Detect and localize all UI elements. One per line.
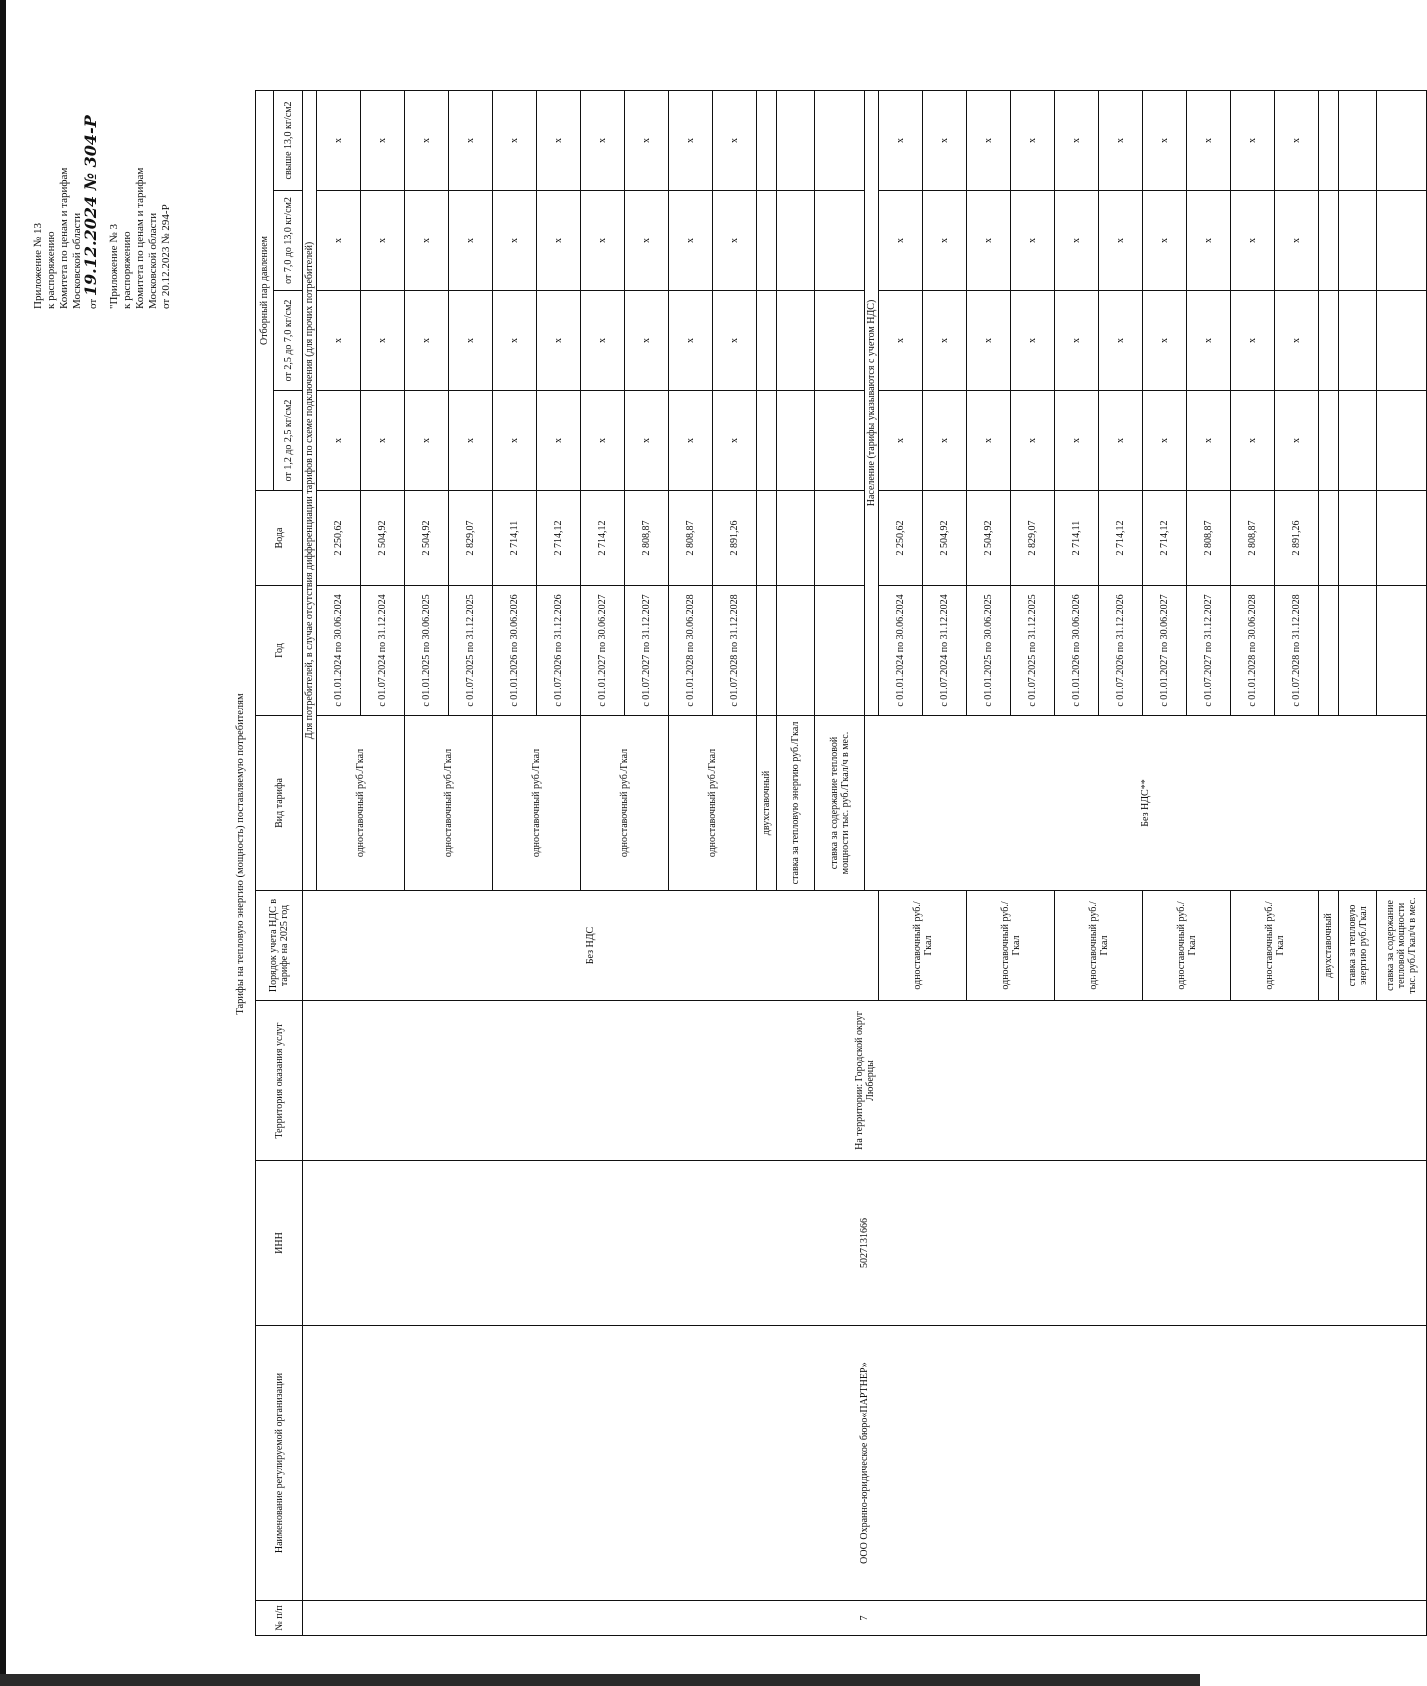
not-applicable-mark: x (1143, 191, 1187, 291)
water-tariff-cell: 2 250,62 (317, 491, 361, 586)
period-cell: с 01.07.2028 по 31.12.2028 (713, 586, 757, 716)
not-applicable-mark: x (581, 291, 625, 391)
empty-cell (757, 391, 777, 491)
org-territory: На территории: Городской округ Люберцы (303, 1001, 1427, 1161)
not-applicable-mark: x (1231, 391, 1275, 491)
empty-cell (1339, 191, 1377, 291)
not-applicable-mark: x (581, 391, 625, 491)
period-cell: с 01.07.2026 по 31.12.2026 (1099, 586, 1143, 716)
scan-left-edge (0, 0, 6, 1686)
not-applicable-mark: x (493, 391, 537, 491)
empty-cell (757, 291, 777, 391)
water-tariff-cell: 2 808,87 (1231, 491, 1275, 586)
not-applicable-mark: x (1187, 291, 1231, 391)
water-tariff-cell: 2 808,87 (669, 491, 713, 586)
water-tariff-cell: 2 891,26 (713, 491, 757, 586)
not-applicable-mark: x (537, 90, 581, 190)
empty-cell (1319, 391, 1339, 491)
not-applicable-mark: x (1231, 90, 1275, 190)
not-applicable-mark: x (493, 90, 537, 190)
not-applicable-mark: x (1011, 291, 1055, 391)
period-cell: с 01.07.2024 по 31.12.2024 (361, 586, 405, 716)
not-applicable-mark: x (669, 391, 713, 491)
col-voda-header: Вода (256, 491, 303, 586)
water-tariff-cell: 2 714,11 (1055, 491, 1099, 586)
water-tariff-cell: 2 714,12 (1143, 491, 1187, 586)
empty-cell (1377, 90, 1427, 190)
not-applicable-mark: x (1275, 90, 1319, 190)
not-applicable-mark: x (1143, 291, 1187, 391)
rotated-sheet (22, 39, 1418, 1664)
tariff-type-one-rate: одноставочный руб./Гкал (581, 716, 669, 891)
empty-cell (815, 391, 865, 491)
not-applicable-mark: x (361, 391, 405, 491)
empty-cell (1319, 291, 1339, 391)
col-vat-header: Порядок учета НДС в тарифе на 2025 год (256, 891, 303, 1001)
col-inn-header: ИНН (256, 1161, 303, 1326)
not-applicable-mark: x (713, 291, 757, 391)
not-applicable-mark: x (405, 291, 449, 391)
not-applicable-mark: x (405, 191, 449, 291)
water-tariff-cell: 2 250,62 (879, 491, 923, 586)
tariff-type-energy-rate: ставка за тепловую энергию руб./Гкал (777, 716, 815, 891)
tariff-type-one-rate: одноставочный руб./Гкал (1231, 891, 1319, 1001)
tariff-type-one-rate: одноставочный руб./Гкал (493, 716, 581, 891)
vat-mode: Без НДС** (865, 716, 1427, 891)
water-tariff-cell: 2 808,87 (625, 491, 669, 586)
not-applicable-mark: x (1011, 90, 1055, 190)
handwritten-date: 19.12.2024 № 304-Р (81, 115, 100, 297)
water-tariff-cell: 2 714,12 (581, 491, 625, 586)
not-applicable-mark: x (967, 90, 1011, 190)
not-applicable-mark: x (879, 291, 923, 391)
not-applicable-mark: x (449, 291, 493, 391)
not-applicable-mark: x (581, 90, 625, 190)
org-name: ООО Охранно-юридическое бюро«ПАРТНЕР» (303, 1326, 1427, 1601)
empty-cell (1319, 191, 1339, 291)
not-applicable-mark: x (1011, 391, 1055, 491)
col-p2-header: от 2,5 до 7,0 кг/см2 (274, 291, 303, 391)
not-applicable-mark: x (625, 191, 669, 291)
col-p1-header: от 1,2 до 2,5 кг/см2 (274, 391, 303, 491)
not-applicable-mark: x (1055, 391, 1099, 491)
empty-cell (777, 291, 815, 391)
empty-cell (1377, 586, 1427, 716)
not-applicable-mark: x (923, 291, 967, 391)
header-line: от 20.12.2023 № 294-Р (160, 204, 172, 309)
tariff-type-one-rate: одноставочный руб./Гкал (1143, 891, 1231, 1001)
period-cell: с 01.07.2025 по 31.12.2025 (449, 586, 493, 716)
water-tariff-cell: 2 714,12 (1099, 491, 1143, 586)
not-applicable-mark: x (713, 191, 757, 291)
not-applicable-mark: x (537, 391, 581, 491)
water-tariff-cell: 2 829,07 (1011, 491, 1055, 586)
water-tariff-cell: 2 714,11 (493, 491, 537, 586)
empty-cell (1339, 90, 1377, 190)
not-applicable-mark: x (1099, 391, 1143, 491)
header-line: Московской области (71, 212, 83, 309)
not-applicable-mark: x (1099, 191, 1143, 291)
header-line: к распоряжению (45, 231, 57, 309)
empty-cell (1319, 586, 1339, 716)
period-cell: с 01.07.2027 по 31.12.2027 (1187, 586, 1231, 716)
col-god-header: Год (256, 586, 303, 716)
not-applicable-mark: x (1099, 90, 1143, 190)
col-org-header: Наименование регулируемой организации (256, 1326, 303, 1601)
empty-cell (777, 586, 815, 716)
header-line: "Приложение № 3 (108, 223, 120, 309)
empty-cell (1339, 391, 1377, 491)
not-applicable-mark: x (879, 191, 923, 291)
water-tariff-cell: 2 504,92 (923, 491, 967, 586)
not-applicable-mark: x (923, 90, 967, 190)
scan-bottom-edge (0, 1674, 1200, 1686)
not-applicable-mark: x (879, 90, 923, 190)
not-applicable-mark: x (1187, 391, 1231, 491)
period-cell: с 01.01.2025 по 30.06.2025 (967, 586, 1011, 716)
not-applicable-mark: x (361, 90, 405, 190)
period-cell: с 01.01.2024 по 30.06.2024 (879, 586, 923, 716)
not-applicable-mark: x (1275, 391, 1319, 491)
not-applicable-mark: x (449, 391, 493, 491)
period-cell: с 01.01.2028 по 30.06.2028 (669, 586, 713, 716)
empty-cell (1339, 586, 1377, 716)
empty-cell (757, 90, 777, 190)
section-caption-row (303, 90, 317, 1635)
tariff-type-one-rate: одноставочный руб./Гкал (967, 891, 1055, 1001)
empty-cell (815, 491, 865, 586)
tariff-type-energy-rate: ставка за тепловую энергию руб./Гкал (1339, 891, 1377, 1001)
not-applicable-mark: x (1055, 191, 1099, 291)
not-applicable-mark: x (625, 291, 669, 391)
not-applicable-mark: x (625, 391, 669, 491)
approval-header (32, 39, 173, 309)
header-line: к распоряжению (121, 231, 133, 309)
empty-cell (757, 586, 777, 716)
header-line: Московской области (147, 212, 159, 309)
not-applicable-mark: x (317, 90, 361, 190)
not-applicable-mark: x (361, 191, 405, 291)
org-inn: 5027131666 (303, 1161, 1427, 1326)
water-tariff-cell: 2 714,12 (537, 491, 581, 586)
not-applicable-mark: x (967, 191, 1011, 291)
section-caption: Для потребителей, в случае отсутствия дифференциации тарифов по схеме подключения (для прочих потребителей) (303, 90, 317, 890)
period-cell: с 01.07.2025 по 31.12.2025 (1011, 586, 1055, 716)
not-applicable-mark: x (405, 391, 449, 491)
empty-cell (777, 391, 815, 491)
col-p3-header: от 7,0 до 13,0 кг/см2 (274, 191, 303, 291)
not-applicable-mark: x (1099, 291, 1143, 391)
empty-cell (1339, 291, 1377, 391)
not-applicable-mark: x (537, 291, 581, 391)
tariff-type-one-rate: одноставочный руб./Гкал (669, 716, 757, 891)
not-applicable-mark: x (879, 391, 923, 491)
not-applicable-mark: x (1275, 191, 1319, 291)
empty-cell (815, 291, 865, 391)
empty-cell (777, 191, 815, 291)
period-cell: с 01.07.2028 по 31.12.2028 (1275, 586, 1319, 716)
not-applicable-mark: x (1231, 191, 1275, 291)
empty-cell (815, 586, 865, 716)
empty-cell (1319, 90, 1339, 190)
not-applicable-mark: x (449, 191, 493, 291)
water-tariff-cell: 2 891,26 (1275, 491, 1319, 586)
not-applicable-mark: x (713, 90, 757, 190)
not-applicable-mark: x (317, 391, 361, 491)
empty-cell (815, 90, 865, 190)
not-applicable-mark: x (581, 191, 625, 291)
period-cell: с 01.07.2024 по 31.12.2024 (923, 586, 967, 716)
empty-cell (757, 491, 777, 586)
empty-cell (1319, 491, 1339, 586)
period-cell: с 01.07.2027 по 31.12.2027 (625, 586, 669, 716)
section-caption: Население (тарифы указываются с учетом НДС) (865, 90, 879, 715)
header-line: Комитета по ценам и тарифам (58, 167, 70, 309)
vat-mode: Без НДС (303, 891, 879, 1001)
empty-cell (1377, 291, 1427, 391)
not-applicable-mark: x (669, 291, 713, 391)
not-applicable-mark: x (1143, 391, 1187, 491)
period-cell: с 01.07.2026 по 31.12.2026 (537, 586, 581, 716)
water-tariff-cell: 2 504,92 (361, 491, 405, 586)
not-applicable-mark: x (1143, 90, 1187, 190)
not-applicable-mark: x (713, 391, 757, 491)
not-applicable-mark: x (1275, 291, 1319, 391)
tariff-type-two-rate: двухставочный (1319, 891, 1339, 1001)
tariff-type-one-rate: одноставочный руб./Гкал (879, 891, 967, 1001)
not-applicable-mark: x (1187, 191, 1231, 291)
water-tariff-cell: 2 808,87 (1187, 491, 1231, 586)
tariff-type-one-rate: одноставочный руб./Гкал (405, 716, 493, 891)
header-date-prefix: от (87, 298, 99, 309)
not-applicable-mark: x (967, 291, 1011, 391)
period-cell: с 01.01.2024 по 30.06.2024 (317, 586, 361, 716)
not-applicable-mark: x (625, 90, 669, 190)
tariff-type-capacity-rate: ставка за содержание тепловой мощности тыс. руб./Гкал/ч в мес. (815, 716, 865, 891)
not-applicable-mark: x (967, 391, 1011, 491)
period-cell: с 01.01.2026 по 30.06.2026 (1055, 586, 1099, 716)
tariff-type-one-rate: одноставочный руб./Гкал (317, 716, 405, 891)
not-applicable-mark: x (537, 191, 581, 291)
not-applicable-mark: x (669, 191, 713, 291)
document-title: Тарифы на тепловую энергию (мощность) поставляемую потребителям (235, 693, 246, 1015)
period-cell: с 01.01.2025 по 30.06.2025 (405, 586, 449, 716)
not-applicable-mark: x (1011, 191, 1055, 291)
col-vid-header: Вид тарифа (256, 716, 303, 891)
not-applicable-mark: x (1187, 90, 1231, 190)
col-p4-header: свыше 13,0 кг/см2 (274, 90, 303, 190)
not-applicable-mark: x (923, 191, 967, 291)
not-applicable-mark: x (493, 191, 537, 291)
water-tariff-cell: 2 829,07 (449, 491, 493, 586)
tariff-type-one-rate: одноставочный руб./Гкал (1055, 891, 1143, 1001)
not-applicable-mark: x (1231, 291, 1275, 391)
empty-cell (1377, 491, 1427, 586)
water-tariff-cell: 2 504,92 (405, 491, 449, 586)
not-applicable-mark: x (923, 391, 967, 491)
col-steam-group-header: Отборный пар давлением (256, 90, 274, 490)
header-line: Приложение № 13 (32, 222, 44, 309)
not-applicable-mark: x (493, 291, 537, 391)
empty-cell (757, 191, 777, 291)
empty-cell (1339, 491, 1377, 586)
water-tariff-cell: 2 504,92 (967, 491, 1011, 586)
not-applicable-mark: x (405, 90, 449, 190)
period-cell: с 01.01.2027 по 30.06.2027 (581, 586, 625, 716)
table-body (303, 90, 1427, 1635)
empty-cell (1377, 191, 1427, 291)
col-num-header: № п/п (256, 1601, 303, 1636)
header-date-line (81, 39, 100, 309)
not-applicable-mark: x (449, 90, 493, 190)
empty-cell (815, 191, 865, 291)
tariff-type-two-rate: двухставочный (757, 716, 777, 891)
not-applicable-mark: x (361, 291, 405, 391)
period-cell: с 01.01.2026 по 30.06.2026 (493, 586, 537, 716)
empty-cell (1377, 391, 1427, 491)
org-number: 7 (303, 1601, 1427, 1636)
not-applicable-mark: x (317, 191, 361, 291)
header-line: Комитета по ценам и тарифам (134, 167, 146, 309)
not-applicable-mark: x (317, 291, 361, 391)
not-applicable-mark: x (669, 90, 713, 190)
period-cell: с 01.01.2028 по 30.06.2028 (1231, 586, 1275, 716)
col-territory-header: Территория оказания услуг (256, 1001, 303, 1161)
period-cell: с 01.01.2027 по 30.06.2027 (1143, 586, 1187, 716)
empty-cell (777, 491, 815, 586)
not-applicable-mark: x (1055, 90, 1099, 190)
tariff-table (255, 90, 1427, 1636)
not-applicable-mark: x (1055, 291, 1099, 391)
tariff-type-capacity-rate: ставка за содержание тепловой мощности тыс. руб./Гкал/ч в мес. (1377, 891, 1427, 1001)
empty-cell (777, 90, 815, 190)
